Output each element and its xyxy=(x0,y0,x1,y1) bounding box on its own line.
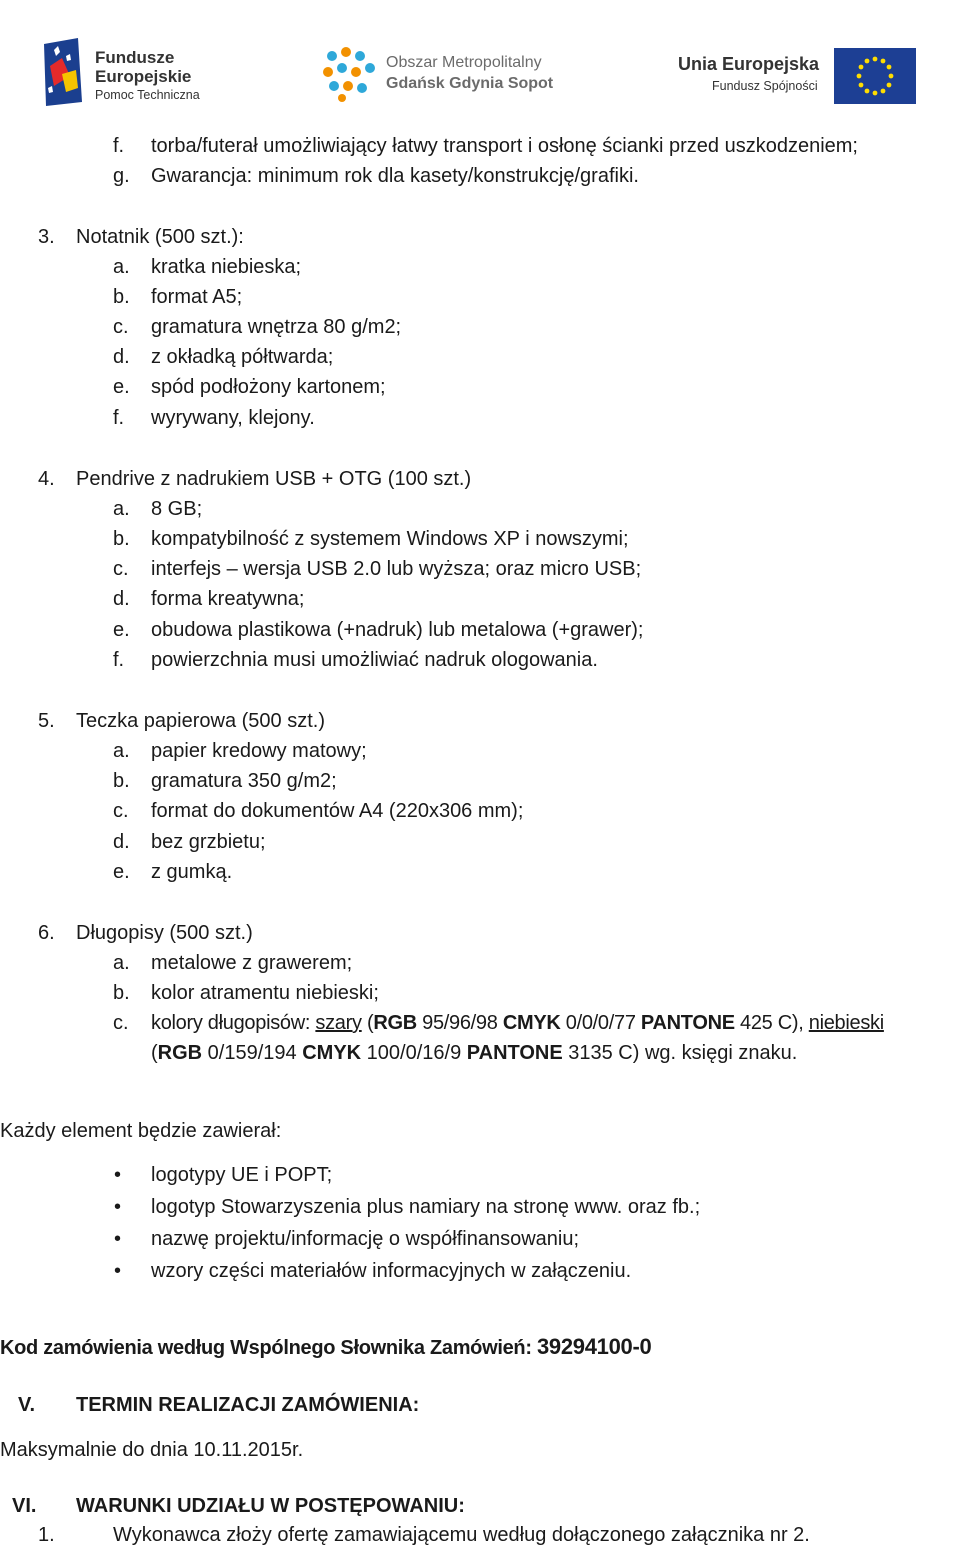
section-text: Maksymalnie do dnia 10.11.2015r. xyxy=(0,1439,304,1461)
list-marker: f. xyxy=(113,407,125,429)
list-item: gramatura wnętrza 80 g/m2; xyxy=(151,316,402,338)
list-marker: a. xyxy=(113,740,130,762)
list-marker: c. xyxy=(113,800,129,822)
fe-logo-line3: Pomoc Techniczna xyxy=(95,88,200,102)
pen-colors-text: ( xyxy=(151,1042,158,1064)
bullet-item: nazwę projektu/informację o współfinansowaniu; xyxy=(151,1228,580,1250)
item-number: 6. xyxy=(38,922,55,944)
list-item: torba/futerał umożliwiający łatwy transport i osłonę ścianki przed uszkodzeniem; xyxy=(151,135,858,157)
list-item: 8 GB; xyxy=(151,498,203,520)
section-number: V. xyxy=(18,1394,36,1416)
list-marker: e. xyxy=(113,376,130,398)
color-name-niebieski: niebieski xyxy=(808,1012,884,1034)
obszar-metropolitalny-logo xyxy=(322,46,562,102)
pantone-value: 3135 C) wg. księgi znaku. xyxy=(562,1042,798,1064)
list-item: forma kreatywna; xyxy=(151,588,305,610)
pen-colors-text: kolory długopisów: xyxy=(151,1012,316,1034)
fe-logo-line1: Fundusze xyxy=(95,48,175,67)
eu-logo-line1: Unia Europejska xyxy=(678,54,820,74)
item-title: Pendrive z nadrukiem USB + OTG (100 szt.) xyxy=(76,468,472,490)
list-marker: f. xyxy=(113,649,125,671)
list-item: z okładką półtwarda; xyxy=(151,346,334,368)
bullet-item: logotypy UE i POPT; xyxy=(151,1164,333,1186)
item-number: 5. xyxy=(38,710,55,732)
section-title: TERMIN REALIZACJI ZAMÓWIENIA: xyxy=(76,1394,420,1416)
cmyk-value: 100/0/16/9 xyxy=(361,1042,467,1064)
list-marker: d. xyxy=(113,346,130,368)
pantone-label: PANTONE xyxy=(640,1012,735,1034)
pen-colors-line2 xyxy=(151,1041,797,1065)
bullet-icon: • xyxy=(114,1228,122,1250)
list-item: gramatura 350 g/m2; xyxy=(151,770,337,792)
item-title: Teczka papierowa (500 szt.) xyxy=(76,710,326,732)
bullet-item: wzory części materiałów informacyjnych w załączeniu. xyxy=(151,1260,632,1282)
list-marker: a. xyxy=(113,498,130,520)
each-element-intro: Każdy element będzie zawierał: xyxy=(0,1120,282,1142)
list-item: spód podłożony kartonem; xyxy=(151,376,386,398)
fe-emblem-icon xyxy=(40,36,86,108)
list-marker: e. xyxy=(113,861,130,883)
cpv-label: Kod zamówienia według Wspólnego Słownika Zamówień: xyxy=(0,1337,537,1359)
list-item: bez grzbietu; xyxy=(151,831,266,853)
list-item: kompatybilność z systemem Windows XP i nowszymi; xyxy=(151,528,629,550)
cpv-code: 39294100-0 xyxy=(536,1334,652,1359)
list-marker: c. xyxy=(113,558,129,580)
bullet-icon: • xyxy=(114,1196,122,1218)
list-item: kolor atramentu niebieski; xyxy=(151,982,379,1004)
bullet-icon: • xyxy=(114,1260,122,1282)
rgb-label: RGB xyxy=(373,1012,417,1034)
item-number: 3. xyxy=(38,226,55,248)
cmyk-label: CMYK xyxy=(502,1012,561,1034)
bullet-item: logotyp Stowarzyszenia plus namiary na stronę www. oraz fb.; xyxy=(151,1196,701,1218)
list-item: obudowa plastikowa (+nadruk) lub metalowa (+grawer); xyxy=(151,619,644,641)
list-marker: b. xyxy=(113,528,130,550)
list-marker: d. xyxy=(113,588,130,610)
list-item: z gumką. xyxy=(151,861,233,883)
list-marker: c. xyxy=(113,1012,129,1034)
list-marker: b. xyxy=(113,770,130,792)
list-marker: b. xyxy=(113,982,130,1004)
pantone-label: PANTONE xyxy=(466,1042,563,1064)
list-item: papier kredowy matowy; xyxy=(151,740,367,762)
item-title: Długopisy (500 szt.) xyxy=(76,922,253,944)
pantone-value: 425 C), xyxy=(734,1012,809,1034)
list-marker: a. xyxy=(113,952,130,974)
eu-logo-line2: Fundusz Spójności xyxy=(712,79,818,93)
cmyk-label: CMYK xyxy=(302,1042,362,1064)
list-item: wyrywany, klejony. xyxy=(151,407,315,429)
om-logo-line2: Gdańsk Gdynia Sopot xyxy=(386,75,554,92)
om-emblem-icon xyxy=(322,46,378,102)
list-item: format do dokumentów A4 (220x306 mm); xyxy=(151,800,524,822)
list-item: Wykonawca złoży ofertę zamawiającemu według dołączonego załącznika nr 2. xyxy=(113,1524,810,1546)
cmyk-value: 0/0/0/77 xyxy=(560,1012,641,1034)
item-title: Notatnik (500 szt.): xyxy=(76,226,244,248)
list-item: kratka niebieska; xyxy=(151,256,302,278)
pen-colors-text: ( xyxy=(361,1012,374,1034)
list-marker: d. xyxy=(113,831,130,853)
list-marker: c. xyxy=(113,316,129,338)
list-marker: g. xyxy=(113,165,130,187)
list-item: metalowe z grawerem; xyxy=(151,952,353,974)
list-marker: f. xyxy=(113,135,125,157)
rgb-label: RGB xyxy=(157,1042,203,1064)
item-number: 4. xyxy=(38,468,55,490)
bullet-icon: • xyxy=(114,1164,122,1186)
unia-europejska-logo xyxy=(676,46,920,106)
list-item: Gwarancja: minimum rok dla kasety/konstrukcję/grafiki. xyxy=(151,165,639,187)
list-item: interfejs – wersja USB 2.0 lub wyższa; oraz micro USB; xyxy=(151,558,642,580)
cpv-code-line xyxy=(0,1335,651,1360)
pen-colors-line1 xyxy=(151,1011,884,1035)
om-logo-line1: Obszar Metropolitalny xyxy=(386,54,542,71)
list-marker: a. xyxy=(113,256,130,278)
fe-logo-line2: Europejskie xyxy=(95,67,192,86)
list-item: format A5; xyxy=(151,286,243,308)
page-header xyxy=(0,0,960,120)
rgb-value: 0/159/194 xyxy=(202,1042,303,1064)
list-marker: e. xyxy=(113,619,130,641)
item-number: 1. xyxy=(38,1524,55,1546)
list-marker: b. xyxy=(113,286,130,308)
eu-flag-icon xyxy=(834,48,916,104)
fundusze-europejskie-logo xyxy=(40,36,210,108)
section-title: WARUNKI UDZIAŁU W POSTĘPOWANIU: xyxy=(76,1495,465,1517)
rgb-value: 95/96/98 xyxy=(416,1012,503,1034)
list-item: powierzchnia musi umożliwiać nadruk ologowania. xyxy=(151,649,598,671)
color-name-szary: szary xyxy=(315,1012,362,1034)
section-number: VI. xyxy=(12,1495,37,1517)
